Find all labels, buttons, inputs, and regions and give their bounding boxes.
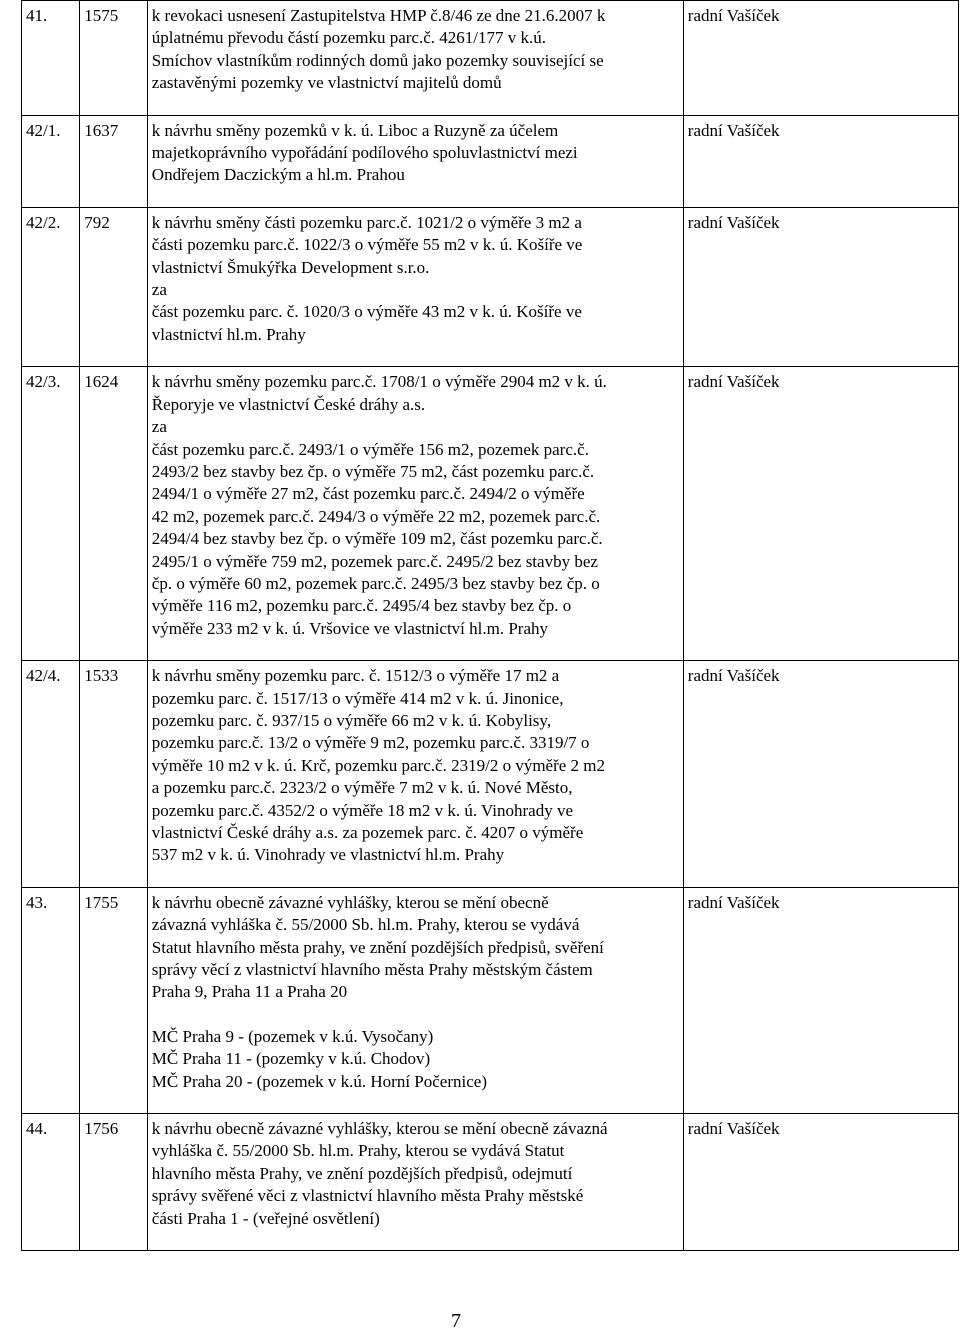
row-responsible: radní Vašíček — [683, 207, 958, 366]
description-line: Praha 9, Praha 11 a Praha 20 — [151, 982, 348, 1002]
description-line: pozemku parc. č. 937/15 o výměře 66 m2 v k. ú. Kobylisy, — [151, 710, 552, 730]
agenda-row-42-1 — [22, 115, 959, 207]
row-number: 42/4. — [22, 661, 80, 888]
row-responsible: radní Vašíček — [683, 887, 958, 1113]
description-line: 42 m2, pozemek parc.č. 2494/3 o výměře 22 m2, pozemek parc.č. — [151, 506, 601, 526]
description-line: 2495/1 o výměře 759 m2, pozemek parc.č. 2495/2 bez stavby bez — [151, 551, 598, 571]
description-line: úplatnému převodu částí pozemku parc.č. 4261/177 v k.ú. — [151, 28, 547, 48]
description-line: hlavního města Prahy, ve znění pozdějších předpisů, odejmutí — [151, 1163, 573, 1183]
row-number: 41. — [22, 1, 80, 116]
row-description — [147, 1114, 683, 1251]
description-line: pozemku parc. č. 1517/13 o výměře 414 m2 v k. ú. Jinonice, — [151, 688, 564, 708]
description-line: za — [151, 280, 167, 300]
description-line: závazná vyhláška č. 55/2000 Sb. hl.m. Prahy, kterou se vydává — [151, 915, 580, 935]
row-description — [147, 207, 683, 366]
agenda-row-44 — [22, 1114, 959, 1251]
print-number: 792 — [80, 207, 148, 366]
row-responsible: radní Vašíček — [683, 1114, 958, 1251]
blank-line — [152, 1004, 679, 1026]
description-line: MČ Praha 9 - (pozemek v k.ú. Vysočany) — [151, 1026, 434, 1046]
agenda-body — [22, 1, 959, 1251]
description-line: správy svěřené věci z vlastnictví hlavního města Prahy městské — [151, 1186, 584, 1206]
description-line: majetkoprávního vypořádání podílového spoluvlastnictví mezi — [151, 143, 578, 163]
description-line: k návrhu směny části pozemku parc.č. 1021/2 o výměře 3 m2 a — [151, 212, 582, 232]
description-line: 2493/2 bez stavby bez čp. o výměře 75 m2, část pozemku parc.č. — [151, 461, 595, 481]
print-number: 1533 — [80, 661, 148, 888]
description-line: vyhláška č. 55/2000 Sb. hl.m. Prahy, kterou se vydává Statut — [151, 1141, 565, 1161]
description-line: k revokaci usnesení Zastupitelstva HMP č.8/46 ze dne 21.6.2007 k — [151, 6, 606, 25]
description-line: vlastnictví hl.m. Prahy — [151, 324, 306, 344]
print-number: 1637 — [80, 115, 148, 207]
description-line: 2494/1 o výměře 27 m2, část pozemku parc.č. 2494/2 o výměře — [151, 484, 585, 504]
description-line: správy věcí z vlastnictví hlavního města Prahy městským částem — [151, 960, 593, 980]
print-number: 1575 — [80, 1, 148, 116]
print-number: 1624 — [80, 367, 148, 661]
description-line: k návrhu obecně závazné vyhlášky, kterou se mění obecně — [151, 892, 549, 912]
description-line: Řeporyje ve vlastnictví České dráhy a.s. — [151, 394, 426, 414]
row-description — [147, 1, 683, 116]
description-line: část pozemku parc. č. 1020/3 o výměře 43 m2 v k. ú. Košíře ve — [151, 302, 582, 322]
description-line: vlastnictví České dráhy a.s. za pozemek parc. č. 4207 o výměře — [151, 823, 584, 842]
row-number: 42/2. — [22, 207, 80, 366]
row-description — [147, 115, 683, 207]
row-responsible: radní Vašíček — [683, 367, 958, 661]
description-line: a pozemku parc.č. 2323/2 o výměře 7 m2 v k. ú. Nové Město, — [151, 778, 573, 798]
description-line: části pozemku parc.č. 1022/3 o výměře 55 m2 v k. ú. Košíře ve — [151, 235, 583, 255]
description-line: výměře 10 m2 v k. ú. Krč, pozemku parc.č. 2319/2 o výměře 2 m2 — [151, 755, 606, 775]
agenda-row-42-4 — [22, 661, 959, 888]
description-line: část pozemku parc.č. 2493/1 o výměře 156 m2, pozemek parc.č. — [151, 439, 589, 459]
description-line: vlastnictví Šmukýřka Development s.r.o. — [151, 257, 430, 277]
description-line: k návrhu směny pozemků v k. ú. Liboc a Ruzyně za účelem — [151, 120, 559, 140]
description-line: Statut hlavního města prahy, ve znění pozdějších předpisů, svěření — [151, 937, 604, 957]
description-line: pozemku parc.č. 4352/2 o výměře 18 m2 v k. ú. Vinohrady ve — [151, 800, 574, 820]
description-line: MČ Praha 20 - (pozemek v k.ú. Horní Počernice) — [151, 1071, 487, 1091]
page-number: 7 — [451, 1310, 461, 1332]
agenda-row-43 — [22, 887, 959, 1113]
description-line: části Praha 1 - (veřejné osvětlení) — [151, 1208, 380, 1228]
row-description — [147, 367, 683, 661]
agenda-row-42-2 — [22, 207, 959, 366]
description-line: Ondřejem Daczickým a hl.m. Prahou — [151, 165, 405, 185]
description-line: čp. o výměře 60 m2, pozemek parc.č. 2495/3 bez stavby bez čp. o — [151, 573, 600, 593]
agenda-table — [21, 0, 959, 1251]
row-number: 42/3. — [22, 367, 80, 661]
description-line: pozemku parc.č. 13/2 o výměře 9 m2, pozemku parc.č. 3319/7 o — [151, 733, 590, 753]
description-line: k návrhu směny pozemku parc.č. 1708/1 o výměře 2904 m2 v k. ú. — [151, 372, 607, 392]
row-responsible: radní Vašíček — [683, 115, 958, 207]
description-line: zastavěnými pozemky ve vlastnictví majitelů domů — [151, 73, 502, 93]
description-line: výměře 233 m2 v k. ú. Vršovice ve vlastnictví hl.m. Prahy — [151, 618, 549, 638]
description-line: k návrhu obecně závazné vyhlášky, kterou se mění obecně závazná — [151, 1119, 608, 1139]
row-description — [147, 661, 683, 888]
description-line: MČ Praha 11 - (pozemky v k.ú. Chodov) — [151, 1049, 431, 1069]
description-line: výměře 116 m2, pozemku parc.č. 2495/4 bez stavby bez čp. o — [151, 596, 572, 616]
print-number: 1756 — [80, 1114, 148, 1251]
row-responsible: radní Vašíček — [683, 1, 958, 116]
description-line: 537 m2 v k. ú. Vinohrady ve vlastnictví hl.m. Prahy — [151, 845, 505, 865]
description-line: za — [151, 417, 167, 437]
row-description — [147, 887, 683, 1113]
row-responsible: radní Vašíček — [683, 661, 958, 888]
row-number: 44. — [22, 1114, 80, 1251]
description-line: k návrhu směny pozemku parc. č. 1512/3 o výměře 17 m2 a — [151, 666, 560, 686]
row-number: 43. — [22, 887, 80, 1113]
agenda-row-42-3 — [22, 367, 959, 661]
row-number: 42/1. — [22, 115, 80, 207]
description-line: Smíchov vlastníkům rodinných domů jako pozemky související se — [151, 50, 604, 70]
description-line: 2494/4 bez stavby bez čp. o výměře 109 m2, část pozemku parc.č. — [151, 529, 603, 549]
print-number: 1755 — [80, 887, 148, 1113]
agenda-row-41 — [22, 1, 959, 116]
